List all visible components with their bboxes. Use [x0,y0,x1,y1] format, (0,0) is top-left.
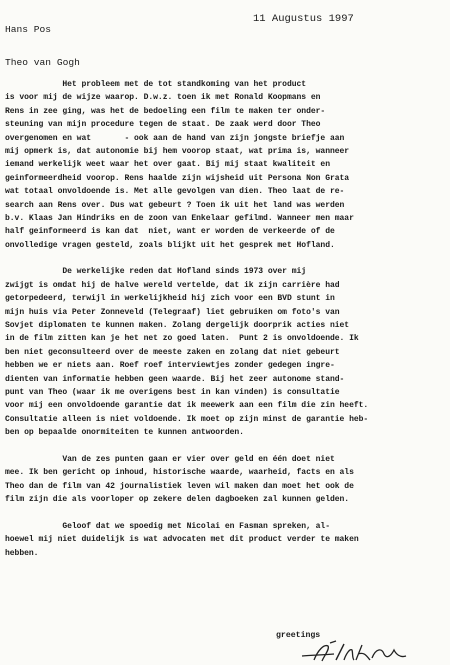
text-line: dienten van informatie hebben geen waarde. Bij het zeer autonome stand- [5,374,345,384]
author-name: Hans Pos [5,24,52,35]
letter-paragraph [5,520,445,560]
text-line: getorpedeerd, terwijl in werkelijkheid hij zich voor een BVD stunt in [5,294,335,304]
text-line: Theo dan de film van 42 journalistiek leven wil maken dan moet het ook de [5,481,354,491]
letter-paragraph [5,453,445,507]
letter-date: 11 Augustus 1997 [253,13,354,25]
text-line: film zijn die als voorloper op zekere delen dagboeken zal kunnen gelden. [5,495,350,505]
paragraph-gap [5,440,445,453]
text-line: is voor mij de wijze waarop. D.w.z. toen ik met Ronald Koopmans en [5,93,321,103]
text-line: half geinformeerd is kan dat niet, want er worden de verkeerde of de [5,227,335,237]
handwritten-signature [300,640,410,664]
text-line: hebben we er niets aan. Roef roef interviewtjes zonder gedegen ingre- [5,361,335,371]
text-line: mijn huis via Peter Zonneveld (Telegraaf) liet gebruiken om foto's van [5,307,340,317]
text-line: De werkelijke reden dat Hofland sinds 1973 over mij [5,267,307,277]
closing-greeting: greetings [276,631,321,640]
text-line: geinformeerdheid voorop. Rens haalde zijn wijsheid uit Persona Non Grata [5,173,350,183]
text-line: Het probleem met de tot standkoming van het product [5,80,307,89]
text-line: hoewel mij niet duidelijk is wat advocaten met dit product verder te maken [5,535,359,545]
recipient-name: Theo van Gogh [5,57,80,68]
text-line: onvolledige vragen gesteld, zoals blijkt uit het gesprek met Hofland. [5,240,335,250]
text-line: Van de zes punten gaan er vier over geld en één doet niet [5,454,335,464]
text-line: iemand werkelijk weet waar het over gaat. Bij mij staat kwaliteit en [5,160,330,170]
letter-body [5,78,445,560]
text-line: ben op bepaalde onormiteiten te kunnen antwoorden. [5,428,244,438]
paragraph-gap [5,507,445,520]
text-line: b.v. Klaas Jan Hindriks en de zoon van Enkelaar gefilmd. Wanneer men maar [5,213,354,223]
text-line: in de film zitten kan je het net zo goed laten. Punt 2 is onvoldoende. Ik [5,334,359,344]
text-line: ben niet geconsulteerd over de meeste zaken en zolang dat niet gebeurt [5,347,340,357]
paragraph-gap [5,252,445,265]
text-line: punt van Theo (waar ik me overigens best in kan vinden) is consultatie [5,387,340,397]
text-line: Consultatie alleen is niet voldoende. Ik moet op zijn minst de garantie heb- [5,414,369,424]
letter-header [5,2,80,90]
text-line: steuning van mijn procedure tegen de staat. De zaak werd door Theo [5,120,321,130]
text-line: Rens in zee ging, was het de bedoeling een film te maken ter onder- [5,106,326,116]
text-line: mee. Ik ben gericht op inhoud, historische waarde, waarheid, facts en als [5,468,354,478]
text-line: search aan Rens over. Dus wat gebeurt ? Toen ik uit het land was werden [5,200,345,210]
text-line: voor mij een onvoldoende garantie dat ik meewerk aan een film die zin heeft. [5,401,369,411]
text-line: Sovjet diplomaten te kunnen maken. Zolang dergelijk doorprik acties niet [5,321,350,331]
letter-paragraph [5,265,445,439]
text-line: mij opmerk is, dat autonomie bij hem voorop staat, wat prima is, wanneer [5,146,350,156]
text-line: hebben. [5,548,39,558]
text-line: overgenomen en wat - ook aan de hand van zijn jongste briefje aan [5,133,345,143]
text-line: Geloof dat we spoedig met Nicolai en Fasman spreken, al- [5,521,330,531]
letter-paragraph [5,78,445,252]
text-line: wat totaal onvoldoende is. Met alle gevolgen van dien. Theo laat de re- [5,187,345,197]
text-line: zwijgt is omdat hij de halve wereld vertelde, dat ik zijn carrière had [5,280,340,290]
